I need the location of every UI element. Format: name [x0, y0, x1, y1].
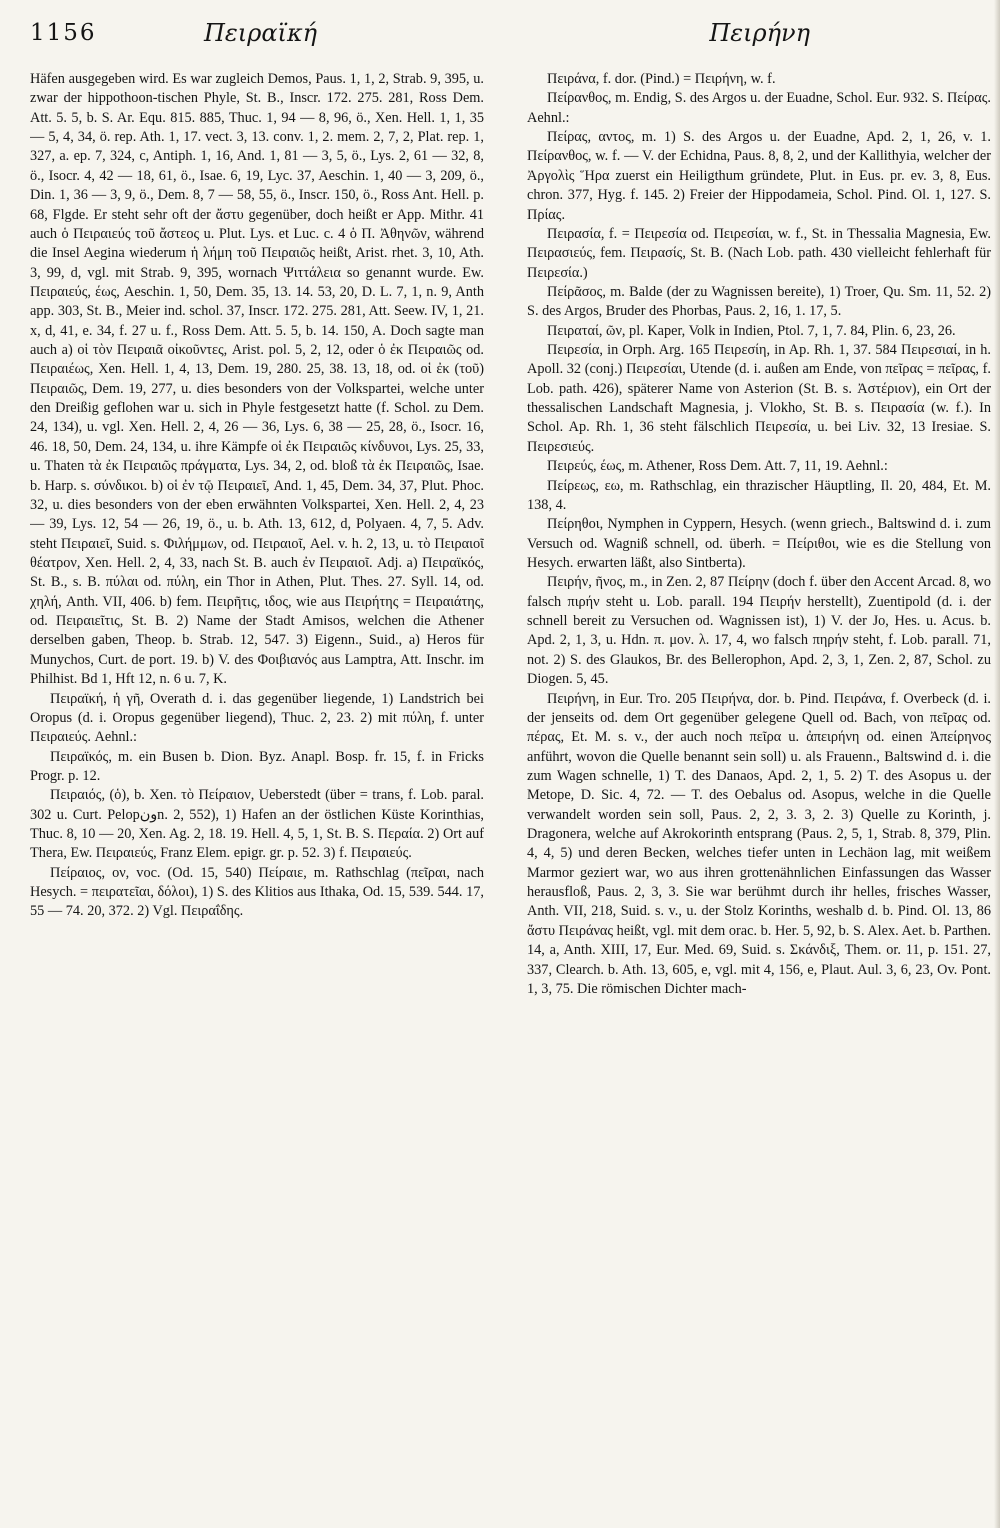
entry-peiras: Πείρας, αντος, m. 1) S. des Argos u. der Euadne, Apd. 2, 1, 26, v. 1. Πείρανθος, w. f. — V. der Echidna, Paus. 8, 8, 2, und der Kallithyia, welcher der Ἀργολὶς Ἥρα zuerst ein Heiligthum gründete, Plut. in Eus. pr. ev. 3, 8, Eus. chron. 377, Hyg. f. 145. 2) Freier der Hippodameia, Schol. Pind. Ol. 1, 127. S. Πρίας.	[527, 129, 991, 223]
entry-peirethoi: Πείρηθοι, Nymphen in Cyppern, Hesych. (wenn griech., Baltswind d. i. zum Versuch od. Wagniß schnell, od. überh. = Πείριθοι, wie es die Stellung von Hesych. erwarten läßt, also Sintberta).	[527, 516, 991, 571]
entry-peiren: Πειρήν, ῆνος, m., in Zen. 2, 87 Πείρην (doch f. über den Accent Arcad. 8, wo falsch πιρήν steht u. Lob. parall. 194 Πειρήν herstellt), Zuentipold (d. i. der schnell bereit zu Versuchen od. Wagnissen ist), 1) V. der Jo, Hes. u. Acus. b. Apd. 2, 1, 3, u. Hdn. π. μον. λ. 17, 4, wo falsch πηρήν steht, f. Lob. parall. 71, not. 2) S. des Glaukos, Br. des Bellerophon, Apd. 2, 3, 1, Zen. 2, 87, Schol. zu Diogen. 5, 45.	[527, 574, 991, 688]
entry-peiratai: Πειραταί, ῶν, pl. Kaper, Volk in Indien, Ptol. 7, 1, 7. 84, Plin. 6, 23, 26.	[547, 322, 956, 339]
entry-peiraios: Πειραιός, (ὁ), b. Xen. τὸ Πείραιον, Ueberstedt (über = trans, f. Lob. paral. 302 u. Curt. Pelopونn. 2, 552), 1) Hafen an der östlichen Küste Korinthias, Thuc. 8, 10 — 20, Xen. Ag. 2, 18. 19. Hell. 4, 5, 1, St. B. S. Περαία. 2) Ort auf Thera, Ew. Πειραιεύς, Franz Elem. epigr. gr. p. 52. 3) f. Πειραιεύς.	[30, 787, 484, 862]
entry-peirasia: Πειρασία, f. = Πειρεσία od. Πειρεσίαι, w. f., St. in Thessalia Magnesia, Ew. Πειρασιεύς, fem. Πειρασίς, St. B. (Nach Lob. path. 430 vielleicht fehlerhaft für Πειρεσία.)	[527, 225, 991, 281]
entry-peirana: Πειράνα, f. dor. (Pind.) = Πειρήνη, w. f.	[547, 71, 776, 87]
left-column	[30, 70, 484, 1522]
entry-peireus: Πειρεύς, έως, m. Athener, Ross Dem. Att. 7, 11, 19. Aehnl.:	[547, 458, 888, 475]
entry-peirene: Πειρήνη, in Eur. Tro. 205 Πειρήνα, dor. b. Pind. Πειράνα, f. Overbeck (d. i. der jenseits od. dem Ort gegenüber gelegene Quell od. Bach, von πεῖρας od. πέρας, Et. M. s. v., der auch noch πεῖρα u. ἀπειρήνη od. einen Ἀπείρηνος anführt, wovon die Quelle benannt sein soll) u. als Frauenn., Baltswind d. i. die zum Wagen schnelle, 1) T. des Danaos, Apd. 2, 1, 5. 2) T. des Asopus u. der Metope, D. Sic. 4, 72. — T. des Oebalus od. Asopus, welche in die Quelle verwandelt worden sein soll, Paus. 2, 2, 3. 3, 2. 3) Quelle zu Korinth, j. Dragonera, welche auf Akrokorinth entsprang (Paus. 2, 5, 1, Strab. 8, 379, Plin. 4, 4, 5) und deren Becken, welches tiefer unten in Lechäon lag, mit weißem Marmor geziert war, wo aus ihren grottenähnlichen Einfassungen das Wasser herausfloß, Paus. 2, 3, 3. Sie war berühmt durch ihr helles, frisches Wasser, Anth. VII, 218, Suid. s. v., u. der Stolz Korinths, weshalb d. b. Pind. Ol. 13, 86 ἄστυ Πειράνας heißt, vgl. mit dem orac. b. Her. 5, 92, b. S. Alex. Aet. b. Parthen. 14, a, Anth. XIII, 17, Eur. Med. 69, Suid. s. Σκάνδιξ, Them. or. 11, p. 151. 27, 337, Clearch. b. Ath. 13, 605, e, vgl. mit 4, 156, e, Plaut. Aul. 3, 6, 23, Ov. Pont. 1, 3, 75. Die römischen Dichter mach-	[527, 690, 991, 997]
page-number: 1156	[30, 20, 97, 46]
entry-continuation: Häfen ausgegeben wird. Es war zugleich Demos, Paus. 1, 1, 2, Strab. 9, 395, u. zwar der hippothoon-tischen Phyle, St. B., Inscr. 172. 275. 281, Ross Dem. Att. 5. 5, b. S. Ar. Equ. 815. 885, Thuc. 1, 94 — 8, 96, ö., Xen. Hell. 1, 1, 35 — 5, 4, 34, ö. rep. Ath. 1, 17. vect. 3, 13. conv. 1, 2. mem. 2, 7, 2, Plat. rep. 1, 327, a. ep. 7, 324, c, Antiph. 1, 16, And. 1, 81 — 3, 5, ö., Lys. 2, 61 — 32, 8, ö., Isocr. 4, 42 — 18, 61, ö., Isae. 6, 19, Lyc. 37, Aeschin. 1, 40 — 3, 209, ö., Din. 1, 36 — 3, 9, ö., Dem. 8, 7 — 58, 55, ö., Inscr. 150, ö., Ross Ant. Hell. p. 68, Flgde. Er steht sehr oft der ἄστυ gegenüber, doch heißt er App. Mithr. 41 auch ὁ Πειραιεύς τοῦ ἄστεος u. Plut. Lys. et Luc. c. 4 ὁ Π. Ἀθηνῶν, während die Insel Aegina wiederum ἡ λήμη τοῦ Πειραιῶς heißt, Arist. rhet. 3, 10, Ath. 3, 99, d, vgl. mit Strab. 9, 395, wornach Ψιττάλεια so genannt wurde. Ew. Πειραιεύς, έως, Aeschin. 1, 50, Dem. 35, 13. 14. 53, 20, D. L. 7, 1, n. 9, Anth app. 303, St. B., Meier ind. schol. 37, Inscr. 172. 275. 281, Att. Seew. IV, 1, 21. x, d, 41, e. 34, f. 27 u. f., Ross Dem. Att. 5. 5, b. 14. 150, A. Doch sagte man auch a) οἱ τὸν Πειραιᾶ οἰκοῦντες, Arist. pol. 5, 2, 12, oder ὁ ἐκ Πειραιῶς od. Πειραιέως, Xen. Hell. 1, 4, 13, Dem. 19, 280. 25, 38. 13, 18, od. οἱ ἐκ (τοῦ) Πειραιῶς, Dem. 19, 277, u. dies besonders von der Volkspartei, welche unter den Dreißig geflohen war u. sich in Phyle festgesetzt hatte (f. Schol. zu Dem. 24, 134), u. vgl. Xen. Hell. 2, 4, 26 — 36, Lys. 6, 38 — 25, 28, ö., Isocr. 16, 46. 18, 50, Dem. 24, 134, u. ihre Kämpfe οἱ ἐκ Πειραιῶς κίνδυνοι, Lys. 25, 33, u. Thaten τὰ ἐκ Πειραιῶς πράγματα, Lys. 34, 2, od. bloß τὰ ἐκ Πειραιῶς, Isae. b. Harp. s. σύνδικοι. b) οἱ ἐν τῷ Πειραιεῖ, And. 1, 45, Dem. 34, 37, Plut. Phoc. 32, u. dies besonders von der eben erwähnten Volkspartei, Xen. Hell. 2, 4, 23 — 39, Lys. 12, 54 — 26, 19, ö., u. b. Ath. 13, 612, d, Polyaen. 4, 7, 5. Adv. steht Πειραιεῖ, Suid. s. Φιλήμμων, od. Πειραιοῖ, Ael. v. h. 2, 13, u. τὸ Πειραιοῖ θέατρον, Xen. Hell. 2, 4, 33, nach St. B. auch ἐν Πειραιοῖ. Adj. a) Πειραϊκός, St. B., s. B. πύλαι od. πύλη, ein Thor in Athen, Plut. Thes. 27. Syll. 14, od. χηλή, Anth. VII, 406. b) fem. Πειρῆτις, ιδος, wie aus Πειρήτης = Πειραιάτης, od. Πειραιεῖτις, St. B. 2) Name der Stadt Amisos, welchen die Athener derselben gaben, Theop. b. Strab. 12, 547. 3) Eigenn., Suid., a) Heros für Munychos, Curt. de port. 19. b) V. des Φοιβιανός aus Lamptra, Att. Inschr. im Philhist. Bd 1, Hft 12, n. 6 u. 7, K.	[30, 71, 484, 688]
entry-peiranthos: Πείρανθος, m. Endig, S. des Argos u. der Euadne, Schol. Eur. 932. S. Πείρας. Aehnl.:	[527, 90, 991, 126]
entry-peirasos: Πείρᾶσος, m. Balde (der zu Wagnissen bereite), 1) Troer, Qu. Sm. 11, 52. 2) S. des Argos, Bruder des Phorbas, Paus. 2, 16, 1. 17, 5.	[527, 283, 991, 320]
entry-peiraike: Πειραϊκή, ἡ γῆ, Overath d. i. das gegenüber liegende, 1) Landstrich bei Oropus (d. i. Oropus gegenüber liegend), Thuc. 2, 23. 2) mit πύλη, f. unter Πειραιεύς. Aehnl.:	[30, 690, 484, 746]
entry-peiraios-rathschlag: Πείραιος, ον, voc. (Od. 15, 540) Πείραιε, m. Rathschlag (πεῖραι, nach Hesych. = πειρατεῖαι, δόλοι), 1) S. des Klitios aus Ithaka, Od. 15, 539. 544. 17, 55 — 74. 20, 372. 2) Vgl. Πειραΐδης.	[30, 864, 484, 920]
page-edge-shadow	[994, 0, 1000, 1528]
entry-peiraikos: Πειραϊκός, m. ein Busen b. Dion. Byz. Anapl. Bosp. fr. 15, f. in Fricks Progr. p. 12.	[30, 748, 484, 784]
entry-peiresia: Πειρεσία, in Orph. Arg. 165 Πειρεσίη, in Ap. Rh. 1, 37. 584 Πειρεσιαί, in h. Apoll. 32 (conj.) Πειρεσίαι, Utende (d. i. außen am Ende, von πεῖρας = πεῖρας, f. Lob. path. 426), späterer Name von Asterion (St. B. s. Ἀστέριον), ein Ort der thessalischen Landschaft Magnesia, j. Vlokho, St. B. s. Πειρασία (w. f.). In Schol. Ap. Rh. 1, 36 steht fälschlich Πειρεσία, u. bei Liv. 32, 13 Iresiae. S. Πειρεσιεύς.	[527, 342, 991, 455]
right-running-headword: Πειρήνη	[709, 19, 810, 47]
page-header	[30, 16, 978, 56]
right-column	[527, 70, 991, 1522]
left-running-headword: Πειραϊκή	[204, 19, 318, 47]
entry-peireos: Πείρεως, εω, m. Rathschlag, ein thrazischer Häuptling, Il. 20, 484, Et. M. 138, 4.	[527, 477, 991, 513]
